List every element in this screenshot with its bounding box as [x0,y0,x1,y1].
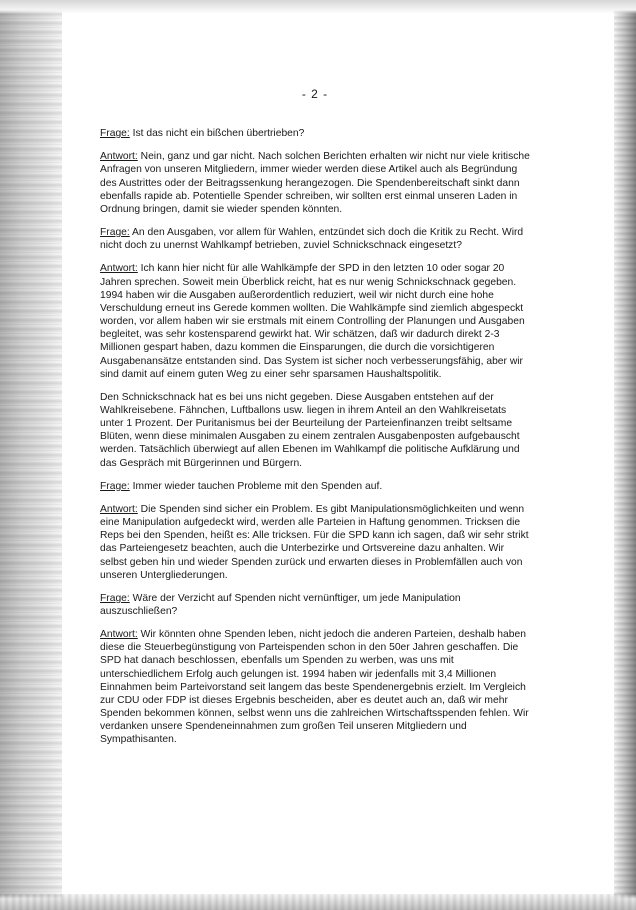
frage-label: Frage: [100,227,130,239]
question-4 [100,592,530,618]
question-3 [100,480,530,493]
scan-edge-top [0,0,636,14]
antwort-label: Antwort: [100,151,138,163]
antwort-label: Antwort: [100,629,138,641]
answer-text: Ich kann hier nicht für alle Wahlkämpfe der SPD in den letzten 10 oder sogar 20 Jahren sprechen. Soweit mein Überblick reicht, hat es nur wenig Schnickschnack gegeben. 1994 haben wir die Ausgaben außerordentlich reduziert, weil wir nicht durch eine hohe Verschuldung erneut ins Gerede kommen wollten. Die Wahlkämpfe sind ziemlich abgespeckt worden, vor allem haben wir sie erstmals mit einem Controlling der Planungen und Ausgaben begleitet, was sehr kostensparend gewirkt hat. Wir schätzen, daß wir dadurch direkt 2-3 Millionen gespart haben, dazu kommen die Einsparungen, die durch die vorsichtigeren Ausgabenansätze entstanden sind. Das System ist sicher noch verbesserungsfähig, aber wir sind damit auf einem guten Weg zu einer sehr sparsamen Haushaltspolitik. [100,263,525,380]
answer-1 [100,150,530,216]
answer-text: Nein, ganz und gar nicht. Nach solchen Berichten erhalten wir nicht nur viele kritische Anfragen von unseren Mitgliedern, immer wieder werden diese Artikel auch als Begründung des Austrittes oder der Beitragssenkung herangezogen. Die Spendenbereitschaft sinkt dann ebenfalls rapide ab. Potentielle Spender schreiben, wir sollten erst einmal unseren Laden in Ordnung bringen, damit sie wieder spenden könnten. [100,151,530,215]
scan-edge-right [614,0,636,910]
answer-4 [100,628,530,746]
scan-edge-bottom [0,894,636,910]
answer-text: Die Spenden sind sicher ein Problem. Es gibt Manipulationsmöglichkeiten und wenn eine Manipulation aufgedeckt wird, werden alle Parteien in Haftung genommen. Tricksen die Reps bei den Spenden, heißt es: Alle tricksen. Für die SPD kann ich sagen, daß wir sehr strikt das Parteiengesetz beachten, auch die Unterbezirke und Ortsvereine dazu anhalten. Wir selbst geben hin und wieder Spenden zurück und erwarten dieses in Problemfällen auch von unseren Untergliederungen. [100,503,529,581]
antwort-label: Antwort: [100,263,138,275]
question-text: Immer wieder tauchen Probleme mit den Spenden auf. [129,480,383,492]
question-text: Ist das nicht ein bißchen übertrieben? [129,128,305,140]
antwort-label: Antwort: [100,503,138,515]
answer-3 [100,503,530,582]
paragraph-schnickschnack: Den Schnickschnack hat es bei uns nicht gegeben. Diese Ausgaben entstehen auf der Wahlkreisebene. Fähnchen, Luftballons usw. liegen in ihrem Anteil an den Wahlkreisetats unter 1 Prozent. Der Puritanismus bei der Beurteilung der Parteienfinanzen treibt seltsame Blüten, wenn diese minimalen Ausgaben zu einem zentralen Ausgabenposten aufgebauscht werden. Tatsächlich überwiegt auf allen Ebenen im Wahlkampf die politische Aufklärung und das Gespräch mit Bürgerinnen und Bürgern. [100,391,520,469]
question-2 [100,226,530,252]
question-text: An den Ausgaben, vor allem für Wahlen, entzündet sich doch die Kritik zu Recht. Wird nicht doch zu unernst Wahlkampf betrieben, zuviel Schnickschnack eingesetzt? [100,227,524,252]
answer-2 [100,262,530,380]
answer-text: Wir könnten ohne Spenden leben, nicht jedoch die anderen Parteien, deshalb haben diese die Steuerbegünstigung von Parteispenden schon in den 50er Jahren geschaffen. Die SPD hat danach beschlossen, ebenfalls um Spenden zu werben, was uns mit unterschiedlichem Erfolg auch gelungen ist. 1994 haben wir jedenfalls mit 3,4 Millionen Einnahmen beim Parteivorstand seit langem das beste Spendenergebnis erzielt. Im Vergleich zur CDU oder FDP ist dieses Ergebnis bescheiden, aber es deutet auch an, daß wir mehr Spenden bekommen können, selbst wenn uns die zahlreichen Wirtschaftsspenden fehlen. Wir verdanken unsere Spendeneinnahmen zum großen Teil unseren Mitgliedern und Sympathisanten. [100,629,529,746]
document-page [100,88,530,757]
frage-label: Frage: [100,480,130,492]
question-1 [100,127,530,140]
page-number: - 2 - [301,87,329,101]
frage-label: Frage: [100,128,130,140]
frage-label: Frage: [100,592,130,604]
scan-edge-left [0,0,62,910]
question-text: Wäre der Verzicht auf Spenden nicht vernünftiger, um jede Manipulation auszuschließen? [100,592,461,617]
